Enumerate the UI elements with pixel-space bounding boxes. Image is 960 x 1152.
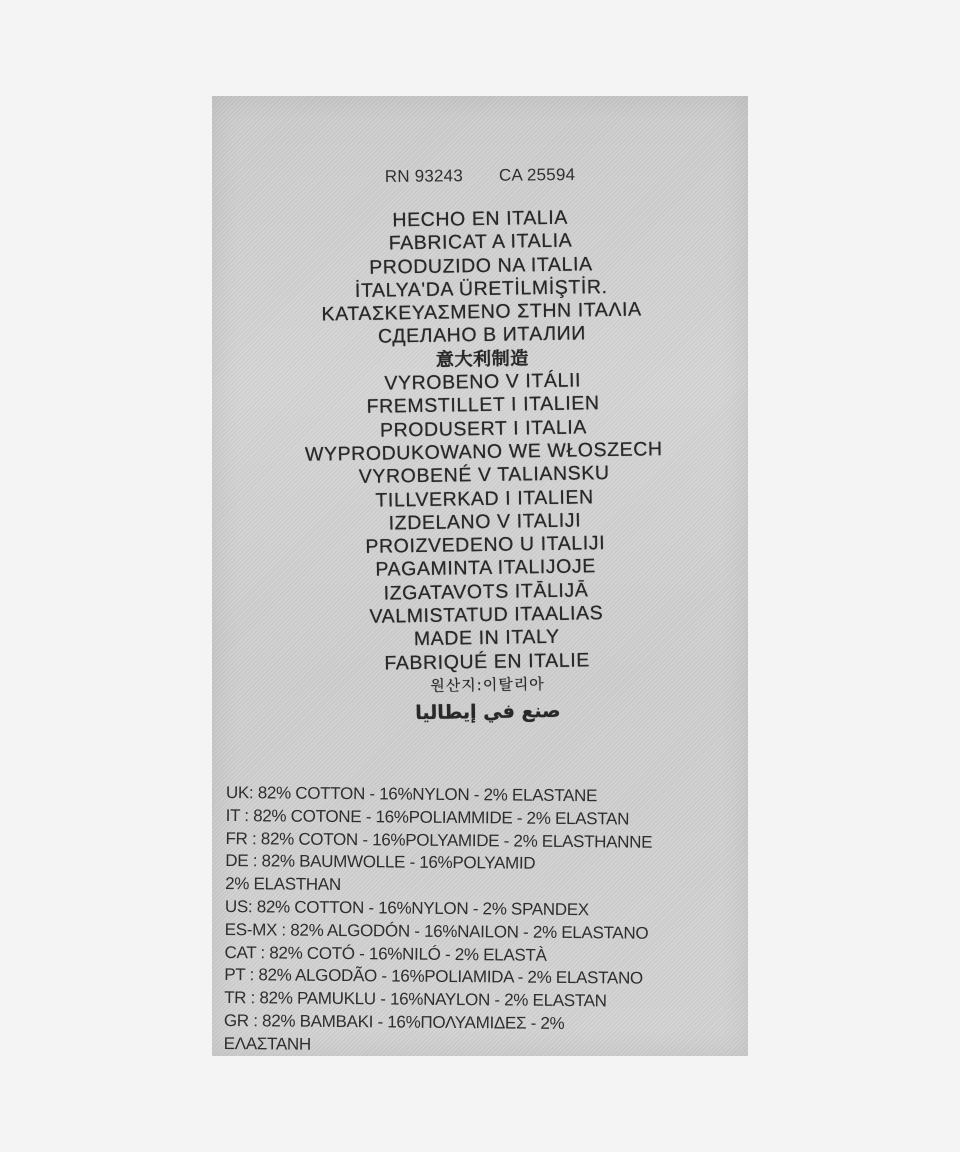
origin-line-estonian: VALMISTATUD ITAALIAS xyxy=(369,602,604,628)
ca-number: CA 25594 xyxy=(498,165,576,185)
composition-line-gr: GR : 82% BAMBAKI - 16%ΠΟΛΥΑΜΙΔΕΣ - 2% xyxy=(223,1010,565,1033)
composition-line-de-cont: 2% ELASTHAN xyxy=(225,874,341,895)
origin-line-greek: ΚΑΤΑΣΚΕΥΑΣΜΕΝΟ ΣΤΗΝ ΙΤΑΛΙΑ xyxy=(321,298,642,326)
composition-line-de: DE : 82% BAUMWOLLE - 16%POLYAMID xyxy=(225,851,536,874)
fiber-composition-list xyxy=(224,782,746,1056)
composition-line-pt: PT : 82% ALGODÃO - 16%POLIAMIDA - 2% ELASTANO xyxy=(224,965,643,989)
composition-line-us: US: 82% COTTON - 16%NYLON - 2% SPANDEX xyxy=(224,896,589,920)
origin-line-croatian: PROIZVEDENO U ITALIJI xyxy=(365,532,606,558)
origin-line-norwegian: PRODUSERT I ITALIA xyxy=(379,416,588,442)
rn-number: RN 93243 xyxy=(384,166,464,186)
origin-line-arabic: صنع في إيطاليا xyxy=(415,700,561,725)
composition-line-uk: UK: 82% COTTON - 16%NYLON - 2% ELASTANE xyxy=(225,782,598,806)
origin-line-russian: СДЕЛАНО В ИТАЛИИ xyxy=(377,322,587,349)
origin-line-portuguese: PRODUZIDO NA ITALIA xyxy=(369,252,593,279)
label-ids xyxy=(212,163,748,189)
care-label xyxy=(212,96,748,1056)
origin-line-czech: VYROBENO V ITÁLII xyxy=(384,369,582,395)
origin-line-slovak: VYROBENÉ V TALIANSKU xyxy=(358,462,610,489)
origin-line-swedish: TILLVERKAD I ITALIEN xyxy=(375,485,594,512)
origin-line-slovenian: IZDELANO V ITALIJI xyxy=(388,509,582,535)
composition-line-fr: FR : 82% COTON - 16%POLYAMIDE - 2% ELASTHANNE xyxy=(225,828,653,852)
origin-line-latvian: IZGATAVOTS ITĀLIJĀ xyxy=(383,579,589,605)
composition-line-cat: CAT : 82% COTÓ - 16%NILÓ - 2% ELASTÀ xyxy=(224,942,547,965)
composition-line-tr: TR : 82% PAMUKLU - 16%NAYLON - 2% ELASTAN xyxy=(224,988,607,1011)
origin-line-chinese: 意大利制造 xyxy=(435,348,530,371)
origin-line-catalan: FABRICAT A ITALIA xyxy=(388,229,573,255)
composition-line-gr-cont: ΕΛΑΣΤΑΝΗ xyxy=(223,1033,311,1054)
origin-line-korean: 원산지:이탈리아 xyxy=(430,674,545,695)
country-of-origin-list xyxy=(212,204,748,732)
origin-line-danish: FREMSTILLET I ITALIEN xyxy=(366,392,600,419)
composition-line-it: IT : 82% COTONE - 16%POLIAMMIDE - 2% ELASTAN xyxy=(225,805,630,829)
origin-line-spanish: HECHO EN ITALIA xyxy=(392,206,569,232)
composition-line-es-mx: ES-MX : 82% ALGODÓN - 16%NAILON - 2% ELASTANO xyxy=(224,919,649,943)
origin-line-english: MADE IN ITALY xyxy=(413,626,560,651)
origin-line-lithuanian: PAGAMINTA ITALIJOJE xyxy=(375,555,597,582)
origin-line-polish: WYPRODUKOWANO WE WŁOSZECH xyxy=(304,438,663,466)
origin-line-french: FABRIQUÉ EN ITALIE xyxy=(384,648,591,675)
origin-line-turkish: İTALYA'DA ÜRETİLMİŞTİR. xyxy=(354,275,608,302)
